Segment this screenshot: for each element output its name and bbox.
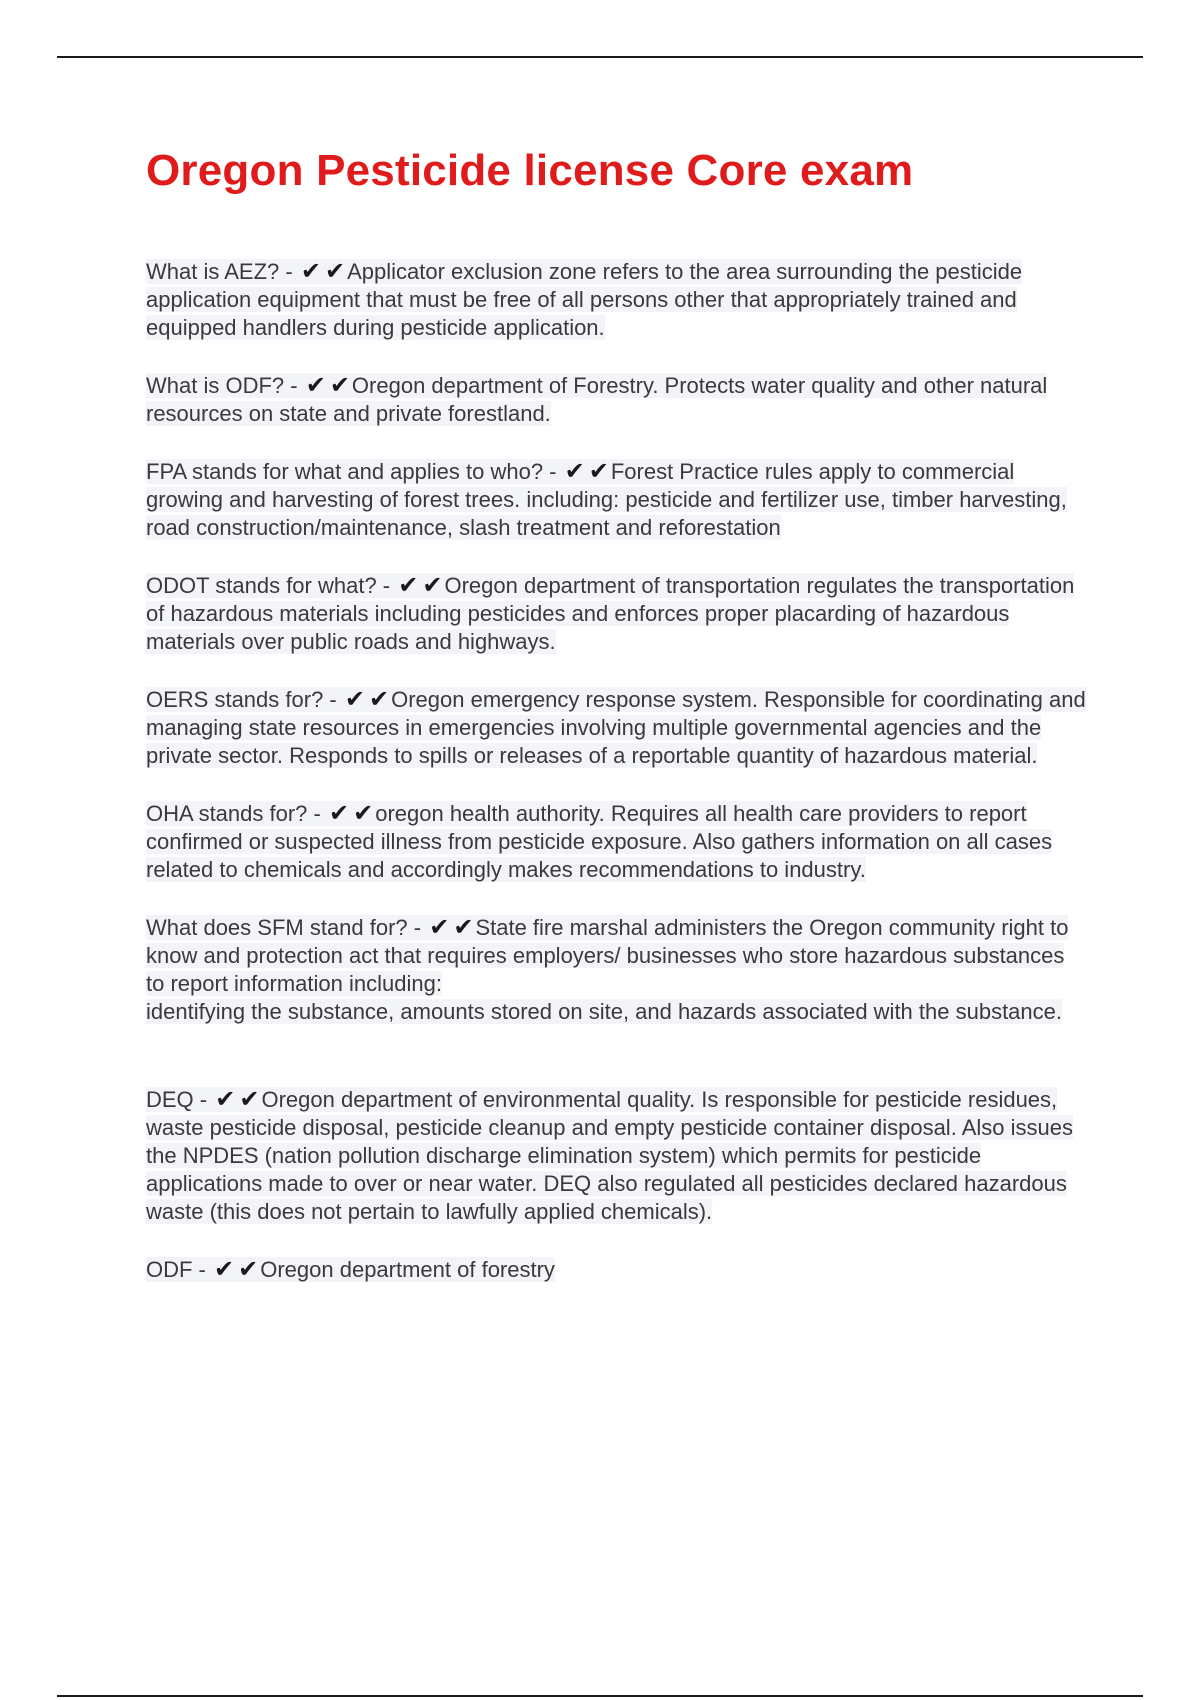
question-text: ODF -	[146, 1257, 206, 1282]
check-icon: ✔	[328, 800, 350, 827]
check-icon: ✔	[564, 458, 585, 485]
question-text: OHA stands for? -	[146, 801, 321, 826]
answer-text: Oregon department of environmental quality. Is responsible for pesticide residues, waste pesticide disposal, pesticide cleanup and empty pesticide container disposal. Also issues the NPDES (nation pollution discharge elimination system) which permits for pesticide applications made to over or near water. DEQ also regulated all pesticides declared hazardous waste (this does not pertain to lawfully applied chemicals).	[146, 1087, 1073, 1224]
page-title: Oregon Pesticide license Core exam	[146, 146, 914, 195]
check-icon: ✔	[429, 914, 450, 941]
answer-text: Oregon emergency response system. Responsible for coordinating and managing state resources in emergencies involving multiple governmental agencies and the private sector. Responds to spills or releases of a reportable quantity of hazardous material.	[146, 687, 1086, 768]
question-text: What does SFM stand for? -	[146, 915, 422, 940]
check-icon: ✔	[422, 572, 443, 599]
qa-list	[146, 258, 1086, 1314]
check-icon: ✔	[453, 914, 474, 941]
question-text: OERS stands for? -	[146, 687, 337, 712]
check-icon: ✔	[215, 1086, 236, 1113]
check-icon: ✔	[344, 686, 365, 713]
check-icon: ✔	[398, 572, 419, 599]
answer-text-continued: identifying the substance, amounts stored on site, and hazards associated with the substance.	[146, 999, 1062, 1024]
qa-item-odf-forestry	[146, 372, 1086, 428]
check-icon: ✔	[368, 686, 390, 713]
qa-item-oers	[146, 686, 1086, 770]
answer-text: Oregon department of transportation regulates the transportation of hazardous materials including pesticides and enforces proper placarding of hazardous materials over public roads and highways.	[146, 573, 1075, 654]
question-text: What is ODF? -	[146, 373, 298, 398]
check-icon: ✔	[329, 372, 350, 399]
bottom-divider	[57, 1695, 1143, 1697]
check-icon: ✔	[305, 372, 326, 399]
check-icon: ✔	[588, 458, 609, 485]
check-icon: ✔	[324, 258, 346, 285]
qa-item-oha	[146, 800, 1086, 884]
check-icon: ✔	[300, 258, 321, 285]
answer-text: Oregon department of Forestry. Protects water quality and other natural resources on state and private forestland.	[146, 373, 1048, 426]
qa-item-deq	[146, 1086, 1086, 1226]
qa-item-aez	[146, 258, 1086, 342]
check-icon: ✔	[238, 1256, 259, 1283]
question-text: FPA stands for what and applies to who? -	[146, 459, 557, 484]
question-text: DEQ -	[146, 1087, 208, 1112]
answer-text: Oregon department of forestry	[260, 1257, 555, 1282]
qa-item-odf	[146, 1256, 1086, 1284]
check-icon: ✔	[353, 800, 374, 827]
top-divider	[57, 56, 1143, 58]
qa-item-odot	[146, 572, 1086, 656]
check-icon: ✔	[214, 1256, 235, 1283]
qa-item-fpa	[146, 458, 1086, 542]
question-text: ODOT stands for what? -	[146, 573, 391, 598]
qa-item-sfm	[146, 914, 1086, 1026]
answer-text: Applicator exclusion zone refers to the area surrounding the pesticide application equipment that must be free of all persons other that appropriately trained and equipped handlers during pesticide application.	[146, 259, 1023, 340]
answer-text: Forest Practice rules apply to commercial growing and harvesting of forest trees. including: pesticide and fertilizer use, timber harvesting, road construction/maintenance, slash treatment and reforestation	[146, 459, 1067, 540]
check-icon: ✔	[239, 1086, 260, 1113]
answer-text: oregon health authority. Requires all health care providers to report confirmed or suspected illness from pesticide exposure. Also gathers information on all cases related to chemicals and accordingly makes recommendations to industry.	[146, 801, 1053, 882]
answer-text: State fire marshal administers the Oregon community right to know and protection act that requires employers/ businesses who store hazardous substances to report information including:	[146, 915, 1069, 996]
question-text: What is AEZ? -	[146, 259, 293, 284]
